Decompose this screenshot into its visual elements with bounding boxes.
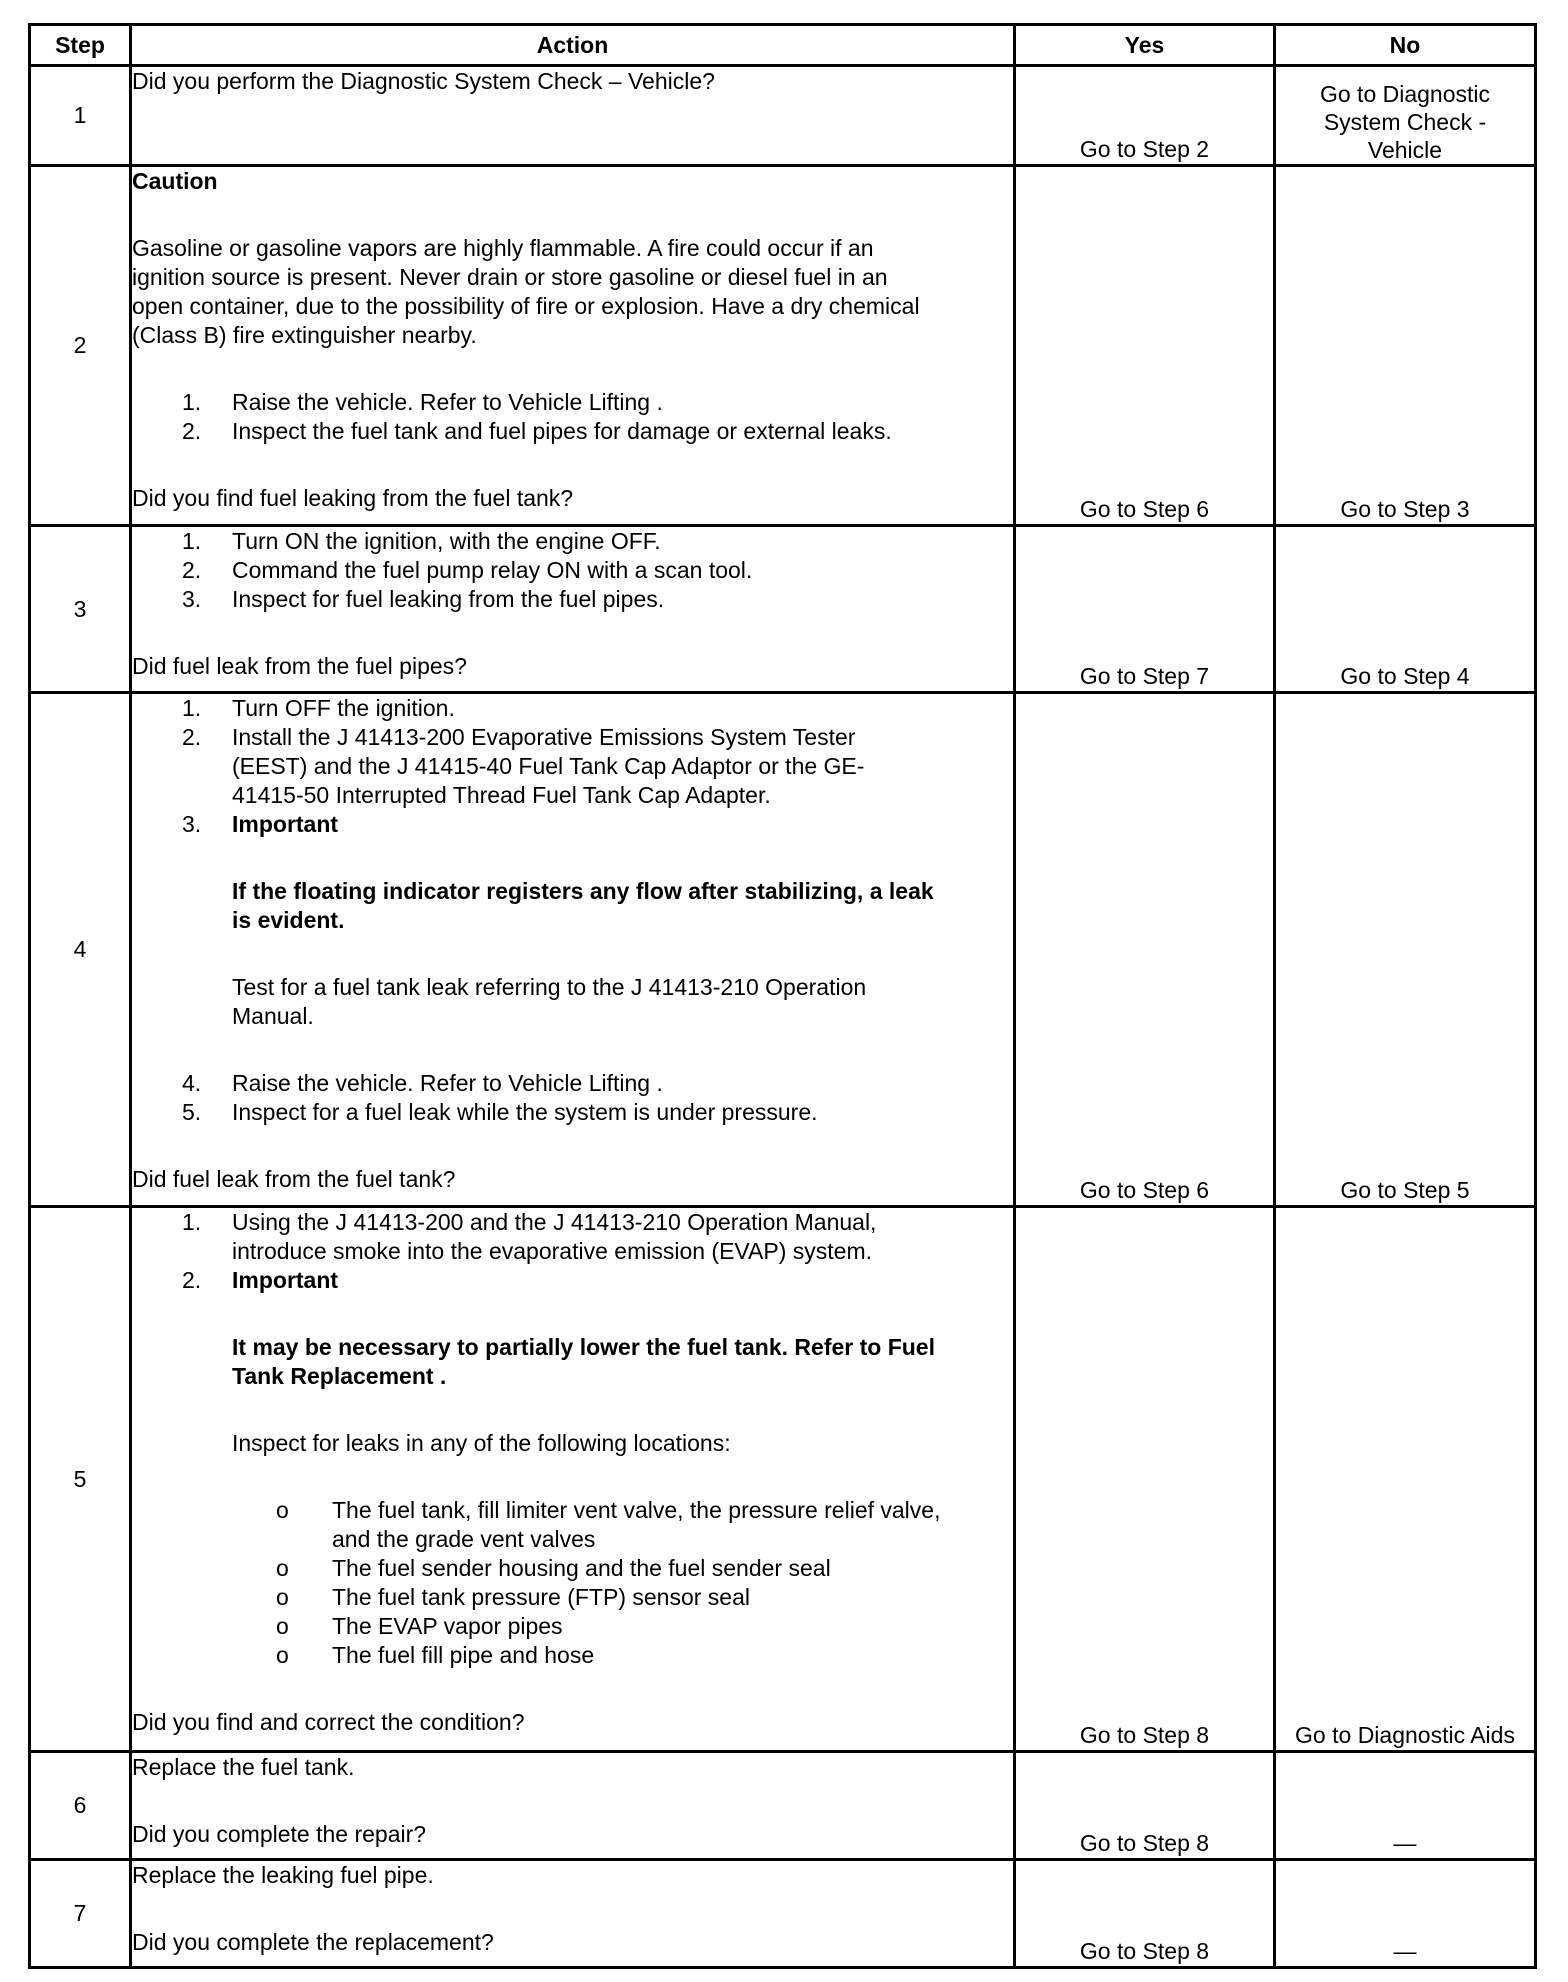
bullet-text-line: The fuel tank, fill limiter vent valve, the pressure relief valve, bbox=[332, 1497, 941, 1523]
action-text: Replace the fuel tank. bbox=[132, 1754, 355, 1780]
item-text-line: 41415-50 Interrupted Thread Fuel Tank Cap Adapter. bbox=[232, 782, 771, 808]
bullet-marker: o bbox=[276, 1642, 289, 1668]
item-number: 1. bbox=[182, 389, 202, 415]
item-number: 2. bbox=[182, 418, 202, 444]
caution-text-line: ignition source is present. Never drain or store gasoline or diesel fuel in an bbox=[132, 264, 888, 290]
item-text bbox=[232, 1208, 1013, 1266]
no-cell: Go to Diagnostic Aids bbox=[1275, 1207, 1536, 1752]
item-text: Turn ON the ignition, with the engine OFF. bbox=[232, 528, 661, 554]
bullet-text: The EVAP vapor pipes bbox=[332, 1613, 563, 1639]
item-number: 3. bbox=[182, 586, 202, 612]
action-text: Replace the leaking fuel pipe. bbox=[132, 1862, 434, 1888]
item-number: 1. bbox=[182, 528, 202, 554]
caution-title: Caution bbox=[132, 168, 218, 194]
bullet-marker: o bbox=[276, 1613, 289, 1639]
header-no: No bbox=[1275, 25, 1536, 66]
header-yes: Yes bbox=[1015, 25, 1275, 66]
bullet-text: The fuel sender housing and the fuel sender seal bbox=[332, 1555, 831, 1581]
action-cell bbox=[131, 1860, 1015, 1968]
no-text-line: Vehicle bbox=[1367, 137, 1443, 163]
bullet-item bbox=[132, 1612, 1013, 1641]
step-number: 2 bbox=[30, 166, 131, 526]
item-text: Raise the vehicle. Refer to Vehicle Lifting . bbox=[232, 1070, 663, 1096]
item-number: 2. bbox=[182, 724, 202, 750]
question-text: Did you complete the repair? bbox=[132, 1821, 427, 1847]
item-text: Raise the vehicle. Refer to Vehicle Lifting . bbox=[232, 389, 663, 415]
item-text-line: Using the J 41413-200 and the J 41413-210 Operation Manual, bbox=[232, 1209, 877, 1235]
diagnostic-table bbox=[28, 23, 1537, 1969]
yes-cell: Go to Step 8 bbox=[1015, 1207, 1275, 1752]
table-row bbox=[30, 526, 1536, 693]
test-text-line: Test for a fuel tank leak referring to the J 41413-210 Operation bbox=[232, 974, 867, 1000]
numbered-item bbox=[132, 527, 1013, 556]
bullet-marker: o bbox=[276, 1584, 289, 1610]
numbered-item bbox=[132, 810, 1013, 839]
bullet-text: The fuel tank pressure (FTP) sensor seal bbox=[332, 1584, 750, 1610]
item-text: Inspect the fuel tank and fuel pipes for damage or external leaks. bbox=[232, 418, 892, 444]
table-row bbox=[30, 166, 1536, 526]
numbered-item bbox=[132, 388, 1013, 417]
no-text-line: Go to Diagnostic bbox=[1319, 81, 1491, 107]
numbered-item bbox=[132, 417, 1013, 446]
numbered-item bbox=[132, 1208, 1013, 1266]
no-cell: — bbox=[1275, 1752, 1536, 1860]
item-number: 4. bbox=[182, 1070, 202, 1096]
bullet-item bbox=[132, 1496, 1013, 1554]
important-text-line: It may be necessary to partially lower the fuel tank. Refer to Fuel bbox=[232, 1334, 935, 1360]
question-text: Did you perform the Diagnostic System Check – Vehicle? bbox=[132, 68, 715, 94]
inspect-text: Inspect for leaks in any of the following locations: bbox=[232, 1430, 731, 1456]
important-label: Important bbox=[232, 1267, 339, 1293]
item-text-line: introduce smoke into the evaporative emission (EVAP) system. bbox=[232, 1238, 873, 1264]
bullet-text bbox=[332, 1496, 1013, 1554]
no-cell: Go to Step 4 bbox=[1275, 526, 1536, 693]
question-text: Did fuel leak from the fuel tank? bbox=[132, 1166, 456, 1192]
table-row bbox=[30, 1860, 1536, 1968]
table-row bbox=[30, 1752, 1536, 1860]
action-cell bbox=[131, 66, 1015, 166]
numbered-item bbox=[132, 694, 1013, 723]
no-cell: Go to Step 3 bbox=[1275, 166, 1536, 526]
item-text: Command the fuel pump relay ON with a scan tool. bbox=[232, 557, 753, 583]
important-note bbox=[132, 1333, 1013, 1391]
step-number: 7 bbox=[30, 1860, 131, 1968]
bullet-marker: o bbox=[276, 1555, 289, 1581]
item-text bbox=[232, 723, 1013, 810]
numbered-item bbox=[132, 1098, 1013, 1127]
step-number: 6 bbox=[30, 1752, 131, 1860]
yes-cell: Go to Step 2 bbox=[1015, 66, 1275, 166]
question-text: Did fuel leak from the fuel pipes? bbox=[132, 653, 467, 679]
bullet-item bbox=[132, 1554, 1013, 1583]
test-text-line: Manual. bbox=[232, 1003, 314, 1029]
question-text: Did you complete the replacement? bbox=[132, 1929, 494, 1955]
item-number: 3. bbox=[182, 811, 202, 837]
item-number: 1. bbox=[182, 1209, 202, 1235]
yes-cell: Go to Step 7 bbox=[1015, 526, 1275, 693]
important-text-line: is evident. bbox=[232, 907, 345, 933]
bullet-marker: o bbox=[276, 1497, 289, 1523]
test-note bbox=[132, 973, 1013, 1031]
table-header-row bbox=[30, 25, 1536, 66]
question-text: Did you find fuel leaking from the fuel tank? bbox=[132, 485, 574, 511]
bullet-text: The fuel fill pipe and hose bbox=[332, 1642, 595, 1668]
action-cell bbox=[131, 1207, 1015, 1752]
numbered-item bbox=[132, 1069, 1013, 1098]
numbered-item bbox=[132, 1266, 1013, 1295]
no-cell bbox=[1275, 66, 1536, 166]
caution-text-line: Gasoline or gasoline vapors are highly flammable. A fire could occur if an bbox=[132, 235, 874, 261]
item-text-line: (EEST) and the J 41415-40 Fuel Tank Cap Adaptor or the GE- bbox=[232, 753, 865, 779]
no-cell: — bbox=[1275, 1860, 1536, 1968]
numbered-item bbox=[132, 585, 1013, 614]
item-number: 2. bbox=[182, 1267, 202, 1293]
yes-cell: Go to Step 8 bbox=[1015, 1860, 1275, 1968]
numbered-item bbox=[132, 556, 1013, 585]
yes-cell: Go to Step 6 bbox=[1015, 166, 1275, 526]
action-cell bbox=[131, 166, 1015, 526]
item-number: 2. bbox=[182, 557, 202, 583]
item-text: Turn OFF the ignition. bbox=[232, 695, 455, 721]
step-number: 3 bbox=[30, 526, 131, 693]
bullet-text-line: and the grade vent valves bbox=[332, 1526, 596, 1552]
action-cell bbox=[131, 526, 1015, 693]
yes-cell: Go to Step 6 bbox=[1015, 693, 1275, 1207]
table-row bbox=[30, 693, 1536, 1207]
yes-cell: Go to Step 8 bbox=[1015, 1752, 1275, 1860]
caution-text-line: (Class B) fire extinguisher nearby. bbox=[132, 322, 477, 348]
step-number: 1 bbox=[30, 66, 131, 166]
no-cell: Go to Step 5 bbox=[1275, 693, 1536, 1207]
important-note bbox=[132, 877, 1013, 935]
action-cell bbox=[131, 693, 1015, 1207]
bullet-item bbox=[132, 1583, 1013, 1612]
item-text: Inspect for fuel leaking from the fuel pipes. bbox=[232, 586, 665, 612]
header-action: Action bbox=[131, 25, 1015, 66]
caution-text-line: open container, due to the possibility of fire or explosion. Have a dry chemical bbox=[132, 293, 920, 319]
important-label: Important bbox=[232, 811, 339, 837]
numbered-item bbox=[132, 723, 1013, 810]
step-number: 5 bbox=[30, 1207, 131, 1752]
table-row bbox=[30, 66, 1536, 166]
item-number: 5. bbox=[182, 1099, 202, 1125]
no-text-line: System Check - bbox=[1323, 109, 1487, 135]
item-text: Inspect for a fuel leak while the system is under pressure. bbox=[232, 1099, 818, 1125]
important-text-line: If the floating indicator registers any flow after stabilizing, a leak bbox=[232, 878, 934, 904]
header-step: Step bbox=[30, 25, 131, 66]
action-cell bbox=[131, 1752, 1015, 1860]
item-text-line: Install the J 41413-200 Evaporative Emissions System Tester bbox=[232, 724, 856, 750]
item-number: 1. bbox=[182, 695, 202, 721]
question-text: Did you find and correct the condition? bbox=[132, 1709, 525, 1735]
table-row bbox=[30, 1207, 1536, 1752]
step-number: 4 bbox=[30, 693, 131, 1207]
important-text-line: Tank Replacement . bbox=[232, 1363, 447, 1389]
bullet-item bbox=[132, 1641, 1013, 1670]
